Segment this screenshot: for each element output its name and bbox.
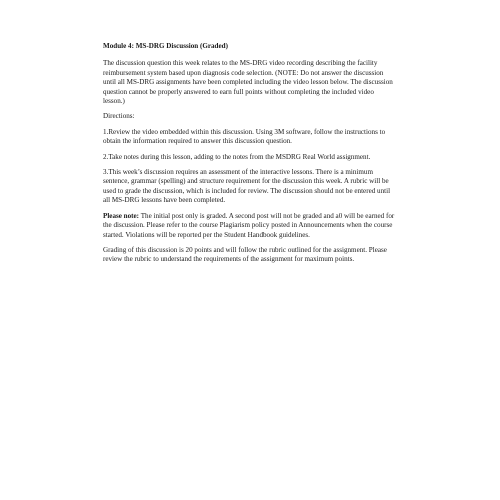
direction-item-3: 3.This week’s discussion requires an assessment of the interactive lessons. There is a minimum sentence, grammar (spelling) and structure requirement for the discussion this week. A rubric will be used to grade the discussion, which is included for review. The discussion should not be entered until all MS-DRG lessons have been completed. xyxy=(103,168,391,205)
grading-paragraph: Grading of this discussion is 20 points and will follow the rubric outlined for the assignment. Please review the rubric to understand the requirements of the assignment for maximum points. xyxy=(103,245,387,264)
note-paragraph xyxy=(103,212,397,240)
document-title: Module 4: MS-DRG Discussion (Graded) xyxy=(103,42,228,50)
document-body xyxy=(103,42,397,271)
note-label: Please note: xyxy=(103,211,140,220)
intro-paragraph: The discussion question this week relates to the MS-DRG video recording describing the facility reimbursement system based upon diagnosis code selection. (NOTE: Do not answer the discussion until all MS-DRG assignments have been completed including the video lesson below. The discussion question cannot be properly answered to earn full points without completing the included video lesson.) xyxy=(103,59,393,106)
direction-item-2: 2.Take notes during this lesson, adding to the notes from the MSDRG Real World assignment. xyxy=(103,152,371,161)
directions-heading: Directions: xyxy=(103,112,135,121)
note-text: The initial post only is graded. A second post will not be graded and a0 will be earned for the discussion. Please refer to the course Plagiarism policy posted in Announcements when the course started. Violations will be reported per the Student Handbook guidelines. xyxy=(103,211,395,239)
direction-item-1: 1.Review the video embedded within this discussion. Using 3M software, follow the instructions to obtain the information required to answer this discussion question. xyxy=(103,127,386,146)
